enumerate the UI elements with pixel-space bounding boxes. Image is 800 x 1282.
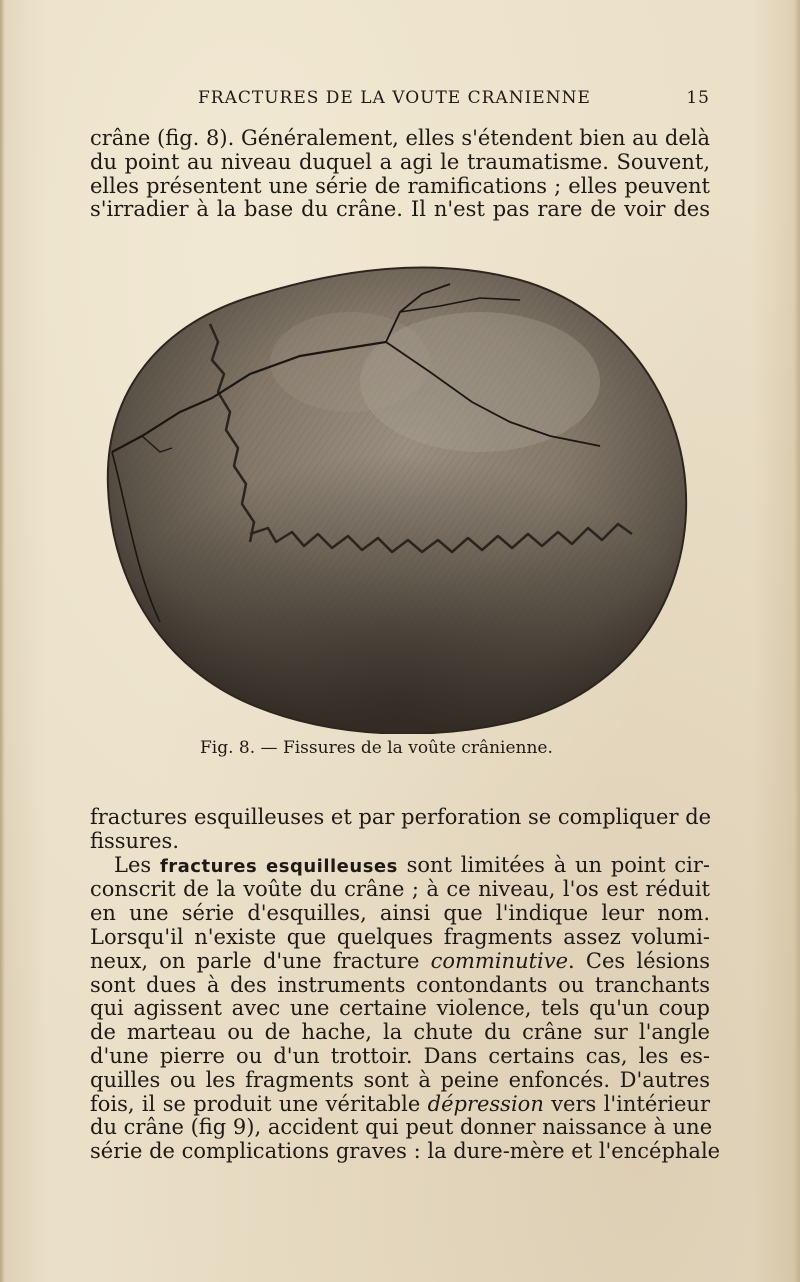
text-run: . Ces lésions xyxy=(568,948,710,973)
text-line: qui agissent avec une certaine violence, tels qu'un coup xyxy=(90,996,710,1021)
page-right-edge xyxy=(794,0,800,1282)
text-line: Lorsqu'il n'existe que quelques fragments assez volumi- xyxy=(90,924,710,949)
text-line: s'irradier à la base du crâne. Il n'est pas rare de voir des xyxy=(90,197,710,222)
page-left-edge xyxy=(0,0,5,1282)
text-line xyxy=(90,1093,710,1117)
figure-caption: Fig. 8. — Fissures de la voûte crânienne. xyxy=(200,738,553,758)
text-run: fois, il se produit une véritable xyxy=(90,1091,428,1116)
italic-term: dépression xyxy=(427,1091,544,1116)
running-head-title: FRACTURES DE LA VOUTE CRANIENNE xyxy=(198,88,591,108)
skull-illustration xyxy=(100,252,690,734)
text-line: d'une pierre ou d'un trottoir. Dans certains cas, les es- xyxy=(90,1043,710,1068)
text-line: série de complications graves : la dure-mère et l'encéphale xyxy=(90,1139,721,1164)
text-run: neux, on parle d'une fracture xyxy=(90,948,431,973)
italic-term: comminutive xyxy=(430,948,569,973)
running-head xyxy=(90,88,710,112)
text-line: sont dues à des instruments contondants ou tranchants xyxy=(90,972,710,997)
text-line: elles présentent une série de ramifications ; elles peuvent xyxy=(90,173,710,198)
text-line xyxy=(90,854,710,879)
page-number: 15 xyxy=(686,88,710,108)
text-run: Les xyxy=(114,852,160,877)
paragraph-bottom xyxy=(90,805,721,1164)
paragraph-top xyxy=(90,127,710,222)
text-run: vers l'intérieur xyxy=(543,1091,710,1116)
text-line xyxy=(90,950,710,974)
text-line: quilles ou les fragments sont à peine enfoncés. D'autres xyxy=(90,1067,710,1092)
bold-term: fractures esquilleuses xyxy=(159,855,398,877)
text-line: du point au niveau duquel a agi le traumatisme. Souvent, xyxy=(90,149,710,174)
text-line: de marteau ou de hache, la chute du crâne sur l'angle xyxy=(90,1020,710,1045)
text-line: crâne (fig. 8). Généralement, elles s'étendent bien au delà xyxy=(90,126,710,150)
text-line: fissures. xyxy=(90,828,180,853)
text-line: en une série d'esquilles, ainsi que l'indique leur nom. xyxy=(90,901,710,926)
text-line: conscrit de la voûte du crâne ; à ce niveau, l'os est réduit xyxy=(90,877,710,902)
text-line: fractures esquilleuses et par perforation se compliquer de xyxy=(90,805,712,829)
text-run: sont limitées à un point cir- xyxy=(397,852,710,877)
text-line: du crâne (fig 9), accident qui peut donner naissance à une xyxy=(90,1115,713,1140)
